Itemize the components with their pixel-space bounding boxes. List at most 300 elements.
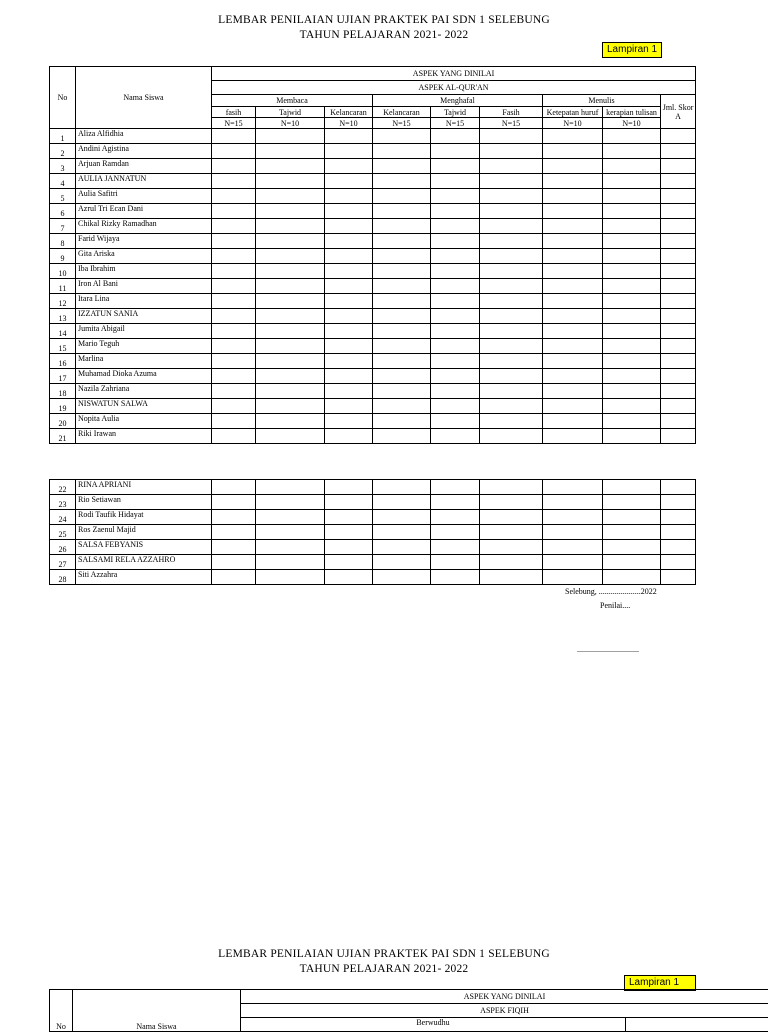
score-cell[interactable] xyxy=(325,309,373,324)
score-cell[interactable] xyxy=(256,339,325,354)
score-cell[interactable] xyxy=(480,525,543,540)
score-cell[interactable] xyxy=(480,324,543,339)
score-cell[interactable] xyxy=(256,354,325,369)
score-cell[interactable] xyxy=(603,264,661,279)
score-cell[interactable] xyxy=(480,144,543,159)
score-cell[interactable] xyxy=(373,429,431,444)
score-cell[interactable] xyxy=(543,540,603,555)
score-cell[interactable] xyxy=(661,480,696,495)
score-cell[interactable] xyxy=(661,174,696,189)
score-cell[interactable] xyxy=(480,129,543,144)
student-name: Farid Wijaya xyxy=(76,234,212,249)
student-number: 11 xyxy=(50,279,76,294)
score-cell[interactable] xyxy=(256,279,325,294)
student-number: 25 xyxy=(50,525,76,540)
score-cell[interactable] xyxy=(543,204,603,219)
sheet1-year: TAHUN PELAJARAN 2021- 2022 xyxy=(0,28,768,42)
score-cell[interactable] xyxy=(212,294,256,309)
score-cell[interactable] xyxy=(256,159,325,174)
score-cell[interactable] xyxy=(661,279,696,294)
student-name: SALSAMI RELA AZZAHRO xyxy=(76,555,212,570)
score-cell[interactable] xyxy=(373,570,431,585)
score-cell[interactable] xyxy=(480,384,543,399)
score-cell[interactable] xyxy=(543,570,603,585)
score-cell[interactable] xyxy=(212,279,256,294)
score-cell[interactable] xyxy=(256,129,325,144)
score-cell[interactable] xyxy=(373,249,431,264)
score-cell[interactable] xyxy=(373,555,431,570)
score-cell[interactable] xyxy=(661,495,696,510)
score-cell[interactable] xyxy=(543,279,603,294)
score-cell[interactable] xyxy=(256,144,325,159)
fiqih-header-student-name: Nama Siswa xyxy=(73,990,241,1032)
score-cell[interactable] xyxy=(373,294,431,309)
score-cell[interactable] xyxy=(480,339,543,354)
student-name: Nopita Aulia xyxy=(76,414,212,429)
score-cell[interactable] xyxy=(325,144,373,159)
score-cell[interactable] xyxy=(256,309,325,324)
score-cell[interactable] xyxy=(543,309,603,324)
score-cell[interactable] xyxy=(603,144,661,159)
score-cell[interactable] xyxy=(373,264,431,279)
score-cell[interactable] xyxy=(373,324,431,339)
score-cell[interactable] xyxy=(373,129,431,144)
score-cell[interactable] xyxy=(212,204,256,219)
score-cell[interactable] xyxy=(431,129,480,144)
score-cell[interactable] xyxy=(603,414,661,429)
score-cell[interactable] xyxy=(543,189,603,204)
score-cell[interactable] xyxy=(480,159,543,174)
score-cell[interactable] xyxy=(480,234,543,249)
score-cell[interactable] xyxy=(603,294,661,309)
score-cell[interactable] xyxy=(661,204,696,219)
score-cell[interactable] xyxy=(373,414,431,429)
score-cell[interactable] xyxy=(431,384,480,399)
score-cell[interactable] xyxy=(603,189,661,204)
score-cell[interactable] xyxy=(603,204,661,219)
score-cell[interactable] xyxy=(325,294,373,309)
score-cell[interactable] xyxy=(543,414,603,429)
student-row xyxy=(50,570,696,585)
header-criterion: Ketepatan huruf xyxy=(543,107,603,118)
score-cell[interactable] xyxy=(325,129,373,144)
score-cell[interactable] xyxy=(543,384,603,399)
header-group-memorizing: Menghafal xyxy=(373,95,543,107)
score-cell[interactable] xyxy=(603,540,661,555)
score-cell[interactable] xyxy=(325,480,373,495)
score-cell[interactable] xyxy=(325,339,373,354)
header-max-score: N=15 xyxy=(431,118,480,129)
score-cell[interactable] xyxy=(543,219,603,234)
score-cell[interactable] xyxy=(661,540,696,555)
sheet1-title: LEMBAR PENILAIAN UJIAN PRAKTEK PAI SDN 1 SELEBUNG xyxy=(0,13,768,27)
score-cell[interactable] xyxy=(543,144,603,159)
score-cell[interactable] xyxy=(325,399,373,414)
score-cell[interactable] xyxy=(661,414,696,429)
score-cell[interactable] xyxy=(431,219,480,234)
score-cell[interactable] xyxy=(431,414,480,429)
score-cell[interactable] xyxy=(212,555,256,570)
score-cell[interactable] xyxy=(212,354,256,369)
score-cell[interactable] xyxy=(480,570,543,585)
student-name: Andini Agistina xyxy=(76,144,212,159)
score-cell[interactable] xyxy=(256,324,325,339)
score-cell[interactable] xyxy=(543,264,603,279)
score-cell[interactable] xyxy=(661,384,696,399)
score-cell[interactable] xyxy=(431,510,480,525)
fiqih-assessment-table xyxy=(49,989,768,1032)
score-cell[interactable] xyxy=(212,510,256,525)
score-cell[interactable] xyxy=(256,480,325,495)
score-cell[interactable] xyxy=(603,219,661,234)
score-cell[interactable] xyxy=(603,384,661,399)
score-cell[interactable] xyxy=(325,429,373,444)
score-cell[interactable] xyxy=(431,525,480,540)
score-cell[interactable] xyxy=(373,144,431,159)
fiqih-header-subgroup: Berwudhu xyxy=(241,1018,626,1032)
student-row xyxy=(50,159,696,174)
score-cell[interactable] xyxy=(603,354,661,369)
score-cell[interactable] xyxy=(256,510,325,525)
score-cell[interactable] xyxy=(373,159,431,174)
score-cell[interactable] xyxy=(325,369,373,384)
signature-place-date: Selebung, .....................2022 xyxy=(565,587,657,596)
score-cell[interactable] xyxy=(325,555,373,570)
score-cell[interactable] xyxy=(661,510,696,525)
score-cell[interactable] xyxy=(661,399,696,414)
score-cell[interactable] xyxy=(256,384,325,399)
score-cell[interactable] xyxy=(431,264,480,279)
score-cell[interactable] xyxy=(603,480,661,495)
score-cell[interactable] xyxy=(661,294,696,309)
student-name: Siti Azzahra xyxy=(76,570,212,585)
score-cell[interactable] xyxy=(431,234,480,249)
score-cell[interactable] xyxy=(373,189,431,204)
score-cell[interactable] xyxy=(325,219,373,234)
score-cell[interactable] xyxy=(543,495,603,510)
score-cell[interactable] xyxy=(603,570,661,585)
score-cell[interactable] xyxy=(325,264,373,279)
score-cell[interactable] xyxy=(543,159,603,174)
score-cell[interactable] xyxy=(373,174,431,189)
score-cell[interactable] xyxy=(543,354,603,369)
score-cell[interactable] xyxy=(480,399,543,414)
student-row xyxy=(50,279,696,294)
score-cell[interactable] xyxy=(603,234,661,249)
score-cell[interactable] xyxy=(325,525,373,540)
score-cell[interactable] xyxy=(661,309,696,324)
score-cell[interactable] xyxy=(212,384,256,399)
score-cell[interactable] xyxy=(603,525,661,540)
score-cell[interactable] xyxy=(543,429,603,444)
header-criterion: kerapian tulisan xyxy=(603,107,661,118)
score-cell[interactable] xyxy=(661,525,696,540)
score-cell[interactable] xyxy=(325,189,373,204)
score-cell[interactable] xyxy=(603,429,661,444)
score-cell[interactable] xyxy=(373,354,431,369)
score-cell[interactable] xyxy=(431,399,480,414)
student-name: Riki Irawan xyxy=(76,429,212,444)
score-cell[interactable] xyxy=(325,279,373,294)
score-cell[interactable] xyxy=(256,264,325,279)
score-cell[interactable] xyxy=(431,369,480,384)
score-cell[interactable] xyxy=(431,480,480,495)
score-cell[interactable] xyxy=(373,369,431,384)
score-cell[interactable] xyxy=(373,219,431,234)
student-row xyxy=(50,204,696,219)
score-cell[interactable] xyxy=(603,369,661,384)
score-cell[interactable] xyxy=(661,369,696,384)
score-cell[interactable] xyxy=(480,555,543,570)
score-cell[interactable] xyxy=(431,189,480,204)
score-cell[interactable] xyxy=(480,480,543,495)
score-cell[interactable] xyxy=(661,219,696,234)
score-cell[interactable] xyxy=(256,399,325,414)
score-cell[interactable] xyxy=(256,189,325,204)
student-number: 1 xyxy=(50,129,76,144)
student-number: 18 xyxy=(50,384,76,399)
score-cell[interactable] xyxy=(256,234,325,249)
score-cell[interactable] xyxy=(373,399,431,414)
score-cell[interactable] xyxy=(373,510,431,525)
score-cell[interactable] xyxy=(543,339,603,354)
student-name: Aliza Alfidhia xyxy=(76,129,212,144)
score-cell[interactable] xyxy=(431,540,480,555)
student-row xyxy=(50,495,696,510)
score-cell[interactable] xyxy=(212,129,256,144)
score-cell[interactable] xyxy=(661,249,696,264)
score-cell[interactable] xyxy=(431,159,480,174)
score-cell[interactable] xyxy=(325,510,373,525)
score-cell[interactable] xyxy=(661,555,696,570)
score-cell[interactable] xyxy=(480,249,543,264)
fiqih-header-aspect: ASPEK FIQIH xyxy=(241,1004,768,1018)
score-cell[interactable] xyxy=(543,369,603,384)
score-cell[interactable] xyxy=(661,324,696,339)
fiqih-header-cell xyxy=(626,1018,768,1032)
score-cell[interactable] xyxy=(480,174,543,189)
score-cell[interactable] xyxy=(543,324,603,339)
student-number: 21 xyxy=(50,429,76,444)
score-cell[interactable] xyxy=(431,570,480,585)
score-cell[interactable] xyxy=(212,264,256,279)
score-cell[interactable] xyxy=(543,510,603,525)
score-cell[interactable] xyxy=(325,570,373,585)
score-cell[interactable] xyxy=(212,189,256,204)
score-cell[interactable] xyxy=(431,324,480,339)
score-cell[interactable] xyxy=(325,234,373,249)
score-cell[interactable] xyxy=(480,279,543,294)
score-cell[interactable] xyxy=(603,555,661,570)
score-cell[interactable] xyxy=(661,570,696,585)
score-cell[interactable] xyxy=(543,174,603,189)
score-cell[interactable] xyxy=(480,495,543,510)
score-cell[interactable] xyxy=(325,249,373,264)
sheet1-attachment-badge: Lampiran 1 xyxy=(602,42,662,58)
signature-name-line: ............................... xyxy=(577,645,639,654)
score-cell[interactable] xyxy=(480,294,543,309)
score-cell[interactable] xyxy=(480,540,543,555)
score-cell[interactable] xyxy=(661,339,696,354)
header-aspect-assessed: ASPEK YANG DINILAI xyxy=(212,67,696,81)
score-cell[interactable] xyxy=(543,555,603,570)
sheet2-year: TAHUN PELAJARAN 2021- 2022 xyxy=(0,962,768,976)
score-cell[interactable] xyxy=(212,525,256,540)
student-name: Nazila Zahriana xyxy=(76,384,212,399)
score-cell[interactable] xyxy=(480,219,543,234)
score-cell[interactable] xyxy=(212,414,256,429)
score-cell[interactable] xyxy=(212,234,256,249)
score-cell[interactable] xyxy=(543,249,603,264)
score-cell[interactable] xyxy=(256,219,325,234)
score-cell[interactable] xyxy=(325,159,373,174)
score-cell[interactable] xyxy=(325,414,373,429)
score-cell[interactable] xyxy=(373,525,431,540)
student-row xyxy=(50,294,696,309)
score-cell[interactable] xyxy=(603,510,661,525)
score-cell[interactable] xyxy=(480,510,543,525)
score-cell[interactable] xyxy=(256,174,325,189)
score-cell[interactable] xyxy=(373,339,431,354)
score-cell[interactable] xyxy=(373,495,431,510)
score-cell[interactable] xyxy=(256,555,325,570)
score-cell[interactable] xyxy=(431,144,480,159)
score-cell[interactable] xyxy=(256,495,325,510)
score-cell[interactable] xyxy=(212,495,256,510)
score-cell[interactable] xyxy=(480,189,543,204)
score-cell[interactable] xyxy=(543,234,603,249)
score-cell[interactable] xyxy=(373,279,431,294)
score-cell[interactable] xyxy=(661,189,696,204)
score-cell[interactable] xyxy=(325,174,373,189)
score-cell[interactable] xyxy=(431,249,480,264)
student-number: 13 xyxy=(50,309,76,324)
score-cell[interactable] xyxy=(256,414,325,429)
score-cell[interactable] xyxy=(480,429,543,444)
score-cell[interactable] xyxy=(212,399,256,414)
score-cell[interactable] xyxy=(256,540,325,555)
score-cell[interactable] xyxy=(480,204,543,219)
score-cell[interactable] xyxy=(212,324,256,339)
score-cell[interactable] xyxy=(212,540,256,555)
student-row xyxy=(50,234,696,249)
score-cell[interactable] xyxy=(373,309,431,324)
score-cell[interactable] xyxy=(661,234,696,249)
score-cell[interactable] xyxy=(325,354,373,369)
score-cell[interactable] xyxy=(212,339,256,354)
score-cell[interactable] xyxy=(431,309,480,324)
score-cell[interactable] xyxy=(661,429,696,444)
score-cell[interactable] xyxy=(212,144,256,159)
score-cell[interactable] xyxy=(603,495,661,510)
score-cell[interactable] xyxy=(480,309,543,324)
score-cell[interactable] xyxy=(603,324,661,339)
score-cell[interactable] xyxy=(256,570,325,585)
score-cell[interactable] xyxy=(480,414,543,429)
score-cell[interactable] xyxy=(603,129,661,144)
score-cell[interactable] xyxy=(603,339,661,354)
score-cell[interactable] xyxy=(431,354,480,369)
score-cell[interactable] xyxy=(543,480,603,495)
score-cell[interactable] xyxy=(212,369,256,384)
score-cell[interactable] xyxy=(543,294,603,309)
header-aspect: ASPEK AL-QUR'AN xyxy=(212,81,696,95)
score-cell[interactable] xyxy=(431,204,480,219)
student-name: RINA APRIANI xyxy=(76,480,212,495)
score-cell[interactable] xyxy=(431,429,480,444)
score-cell[interactable] xyxy=(661,129,696,144)
score-cell[interactable] xyxy=(480,369,543,384)
student-row xyxy=(50,144,696,159)
score-cell[interactable] xyxy=(373,384,431,399)
score-cell[interactable] xyxy=(373,234,431,249)
score-cell[interactable] xyxy=(325,495,373,510)
score-cell[interactable] xyxy=(256,294,325,309)
score-cell[interactable] xyxy=(543,129,603,144)
score-cell[interactable] xyxy=(603,279,661,294)
score-cell[interactable] xyxy=(212,480,256,495)
score-cell[interactable] xyxy=(212,249,256,264)
score-cell[interactable] xyxy=(256,525,325,540)
score-cell[interactable] xyxy=(373,204,431,219)
score-cell[interactable] xyxy=(212,219,256,234)
score-cell[interactable] xyxy=(373,540,431,555)
score-cell[interactable] xyxy=(325,540,373,555)
score-cell[interactable] xyxy=(603,399,661,414)
score-cell[interactable] xyxy=(661,264,696,279)
score-cell[interactable] xyxy=(661,159,696,174)
sheet2-attachment-badge: Lampiran 1 xyxy=(624,975,696,991)
score-cell[interactable] xyxy=(256,204,325,219)
score-cell[interactable] xyxy=(325,384,373,399)
student-row xyxy=(50,414,696,429)
score-cell[interactable] xyxy=(480,264,543,279)
score-cell[interactable] xyxy=(212,174,256,189)
score-cell[interactable] xyxy=(431,495,480,510)
score-cell[interactable] xyxy=(256,249,325,264)
score-cell[interactable] xyxy=(212,570,256,585)
score-cell[interactable] xyxy=(256,429,325,444)
score-cell[interactable] xyxy=(431,174,480,189)
student-row xyxy=(50,129,696,144)
score-cell[interactable] xyxy=(603,249,661,264)
score-cell[interactable] xyxy=(256,369,325,384)
score-cell[interactable] xyxy=(431,555,480,570)
student-name: Marlina xyxy=(76,354,212,369)
student-row xyxy=(50,354,696,369)
score-cell[interactable] xyxy=(543,525,603,540)
score-cell[interactable] xyxy=(661,144,696,159)
score-cell[interactable] xyxy=(661,354,696,369)
score-cell[interactable] xyxy=(212,309,256,324)
score-cell[interactable] xyxy=(373,480,431,495)
score-cell[interactable] xyxy=(212,159,256,174)
score-cell[interactable] xyxy=(480,354,543,369)
student-name: Chikal Rizky Ramadhan xyxy=(76,219,212,234)
score-cell[interactable] xyxy=(431,339,480,354)
score-cell[interactable] xyxy=(603,159,661,174)
score-cell[interactable] xyxy=(431,279,480,294)
student-name: Rodi Taufik Hidayat xyxy=(76,510,212,525)
score-cell[interactable] xyxy=(543,399,603,414)
score-cell[interactable] xyxy=(325,324,373,339)
score-cell[interactable] xyxy=(603,309,661,324)
score-cell[interactable] xyxy=(603,174,661,189)
student-row xyxy=(50,555,696,570)
score-cell[interactable] xyxy=(212,429,256,444)
score-cell[interactable] xyxy=(431,294,480,309)
score-cell[interactable] xyxy=(325,204,373,219)
